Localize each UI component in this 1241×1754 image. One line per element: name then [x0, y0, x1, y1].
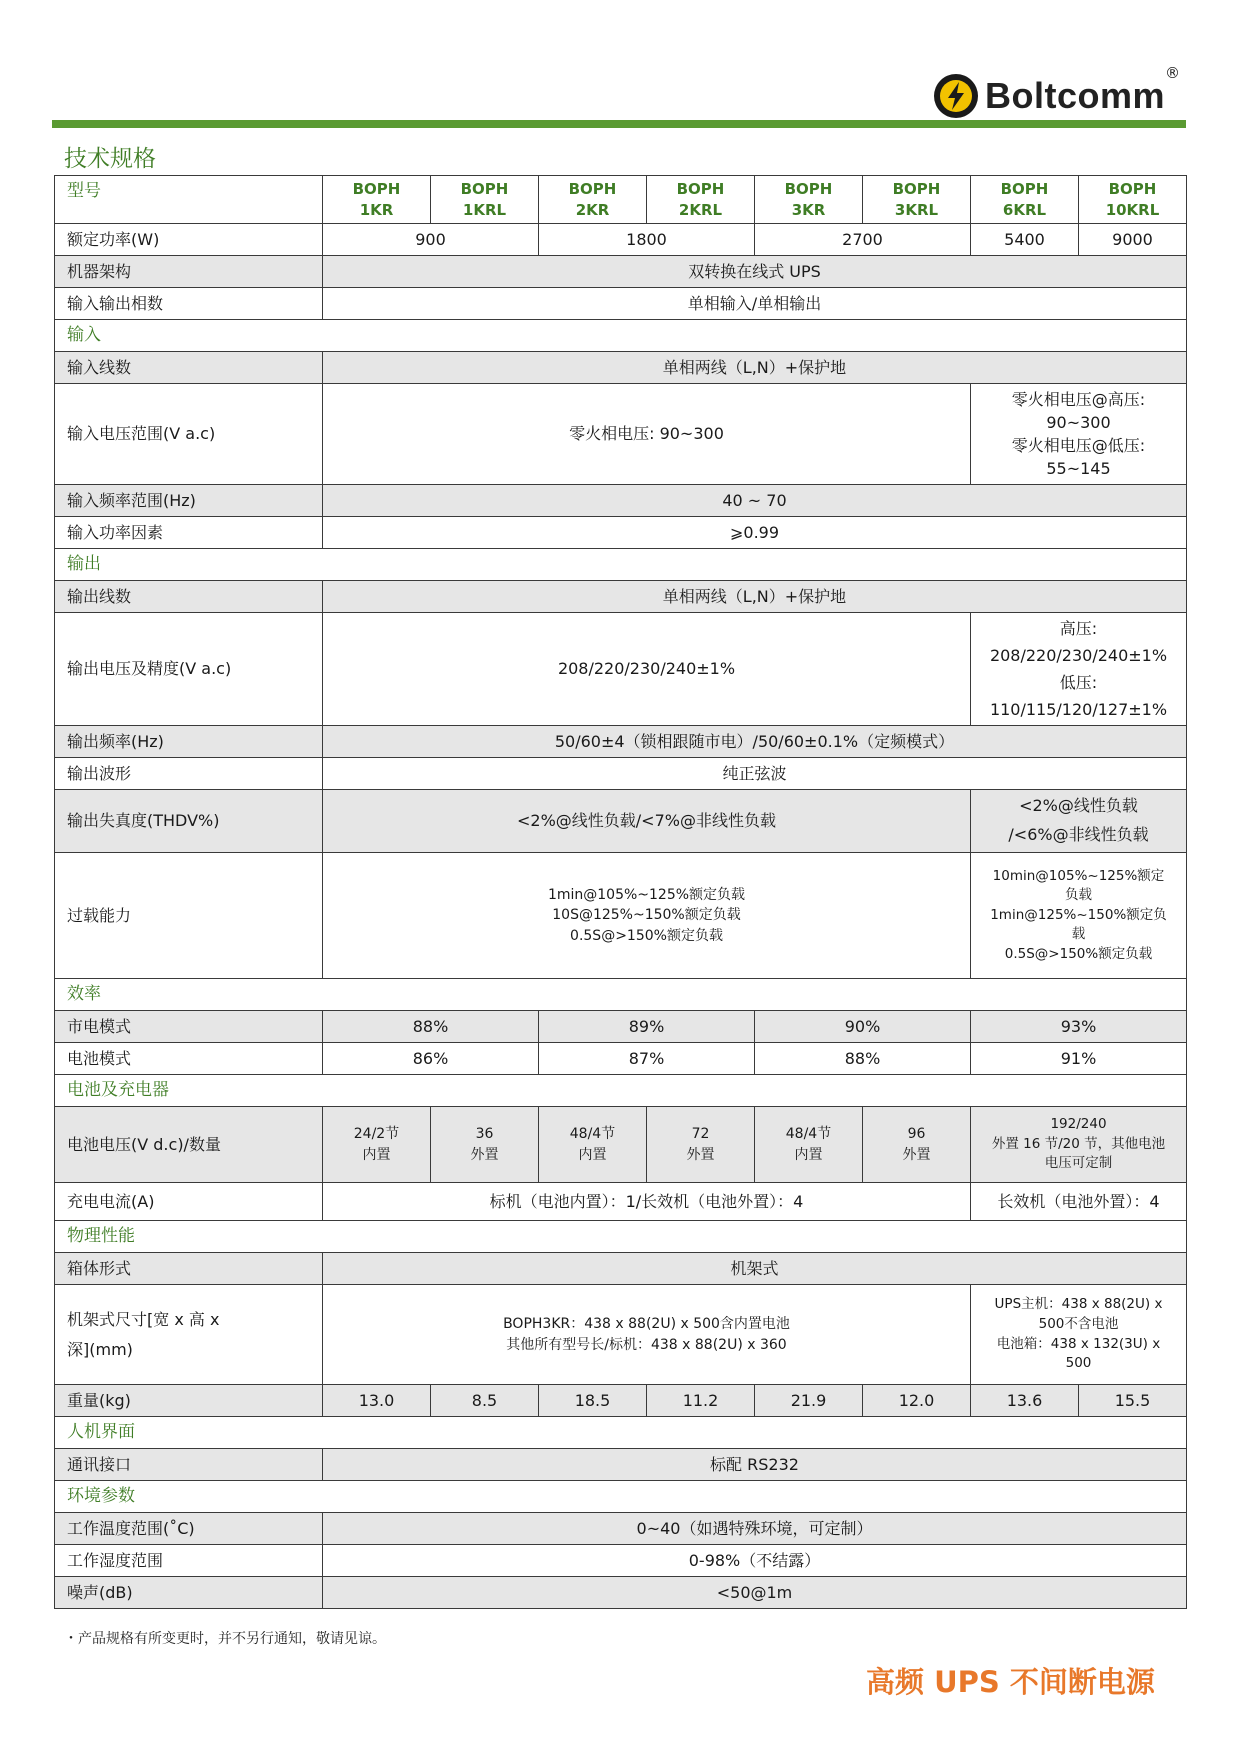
phases-row: 输入输出相数 单相输入/单相输出: [55, 288, 1187, 320]
efficiency-mains-row: 市电模式 88% 89% 90% 93%: [55, 1011, 1187, 1043]
humidity-row: 工作湿度范围 0-98%（不结露）: [55, 1545, 1187, 1577]
section-physical: 物理性能: [55, 1221, 1187, 1253]
input-wiring-row: 输入线数 单相两线（L,N）+保护地: [55, 352, 1187, 384]
overload-row: 过载能力 1min@105%~125%额定负载 10S@125%~150%额定负载 0.5S@>150%额定负载 10min@105%~125%额定 负载 1min@125%~150%额定负 载 0.5S@>150%额定负载: [55, 853, 1187, 979]
header-bar: [52, 120, 1186, 128]
weight-row: 重量(kg) 13.0 8.5 18.5 11.2 21.9 12.0 13.6 15.5: [55, 1385, 1187, 1417]
brand-logo: [933, 68, 1165, 124]
model-cell: BOPH 3KRL: [863, 176, 971, 224]
registered-mark: ®: [1165, 64, 1180, 82]
input-power-factor-row: 输入功率因素 ⩾0.99: [55, 517, 1187, 549]
battery-voltage-row: 电池电压(V d.c)/数量 24/2节 内置 36 外置 48/4节 内置 72 外置 48/4节 内置 96 外置 192/240 外置 16 节/20 节，其他电池 电压可定制: [55, 1107, 1187, 1183]
spec-table: [54, 175, 1187, 1609]
model-cell: BOPH 1KR: [323, 176, 431, 224]
section-input: 输入: [55, 320, 1187, 352]
efficiency-battery-row: 电池模式 86% 87% 88% 91%: [55, 1043, 1187, 1075]
section-hmi: 人机界面: [55, 1417, 1187, 1449]
model-label: 型号: [55, 176, 323, 224]
noise-row: 噪声(dB) <50@1m: [55, 1577, 1187, 1609]
input-frequency-row: 输入频率范围(Hz) 40 ~ 70: [55, 485, 1187, 517]
product-tagline: 高频 UPS 不间断电源: [866, 1665, 1155, 1699]
comm-interface-row: 通讯接口 标配 RS232: [55, 1449, 1187, 1481]
model-header-row: [55, 176, 1187, 224]
section-environment: 环境参数: [55, 1481, 1187, 1513]
output-frequency-row: 输出频率(Hz) 50/60±4（锁相跟随市电）/50/60±0.1%（定频模式）: [55, 726, 1187, 758]
model-cell: BOPH 2KR: [539, 176, 647, 224]
model-cell: BOPH 6KRL: [971, 176, 1079, 224]
brand-name: Boltcomm: [985, 75, 1166, 116]
charge-current-row: 充电电流(A) 标机（电池内置）：1/长效机（电池外置）：4 长效机（电池外置）：4: [55, 1183, 1187, 1221]
bolt-logo-icon: [933, 73, 979, 119]
output-waveform-row: 输出波形 纯正弦波: [55, 758, 1187, 790]
model-cell: BOPH 10KRL: [1079, 176, 1187, 224]
footnote: ・产品规格有所变更时，并不另行通知，敬请见谅。: [64, 1631, 386, 1647]
temperature-row: 工作温度范围(˚C) 0~40（如遇特殊环境，可定制）: [55, 1513, 1187, 1545]
model-cell: BOPH 3KR: [755, 176, 863, 224]
rated-power-row: 额定功率(W) 900 1800 2700 5400 9000: [55, 224, 1187, 256]
page-title: 技术规格: [64, 146, 156, 172]
form-factor-row: 箱体形式 机架式: [55, 1253, 1187, 1285]
model-cell: BOPH 2KRL: [647, 176, 755, 224]
section-battery: 电池及充电器: [55, 1075, 1187, 1107]
model-cell: BOPH 1KRL: [431, 176, 539, 224]
architecture-row: 机器架构 双转换在线式 UPS: [55, 256, 1187, 288]
output-voltage-row: 输出电压及精度(V a.c) 208/220/230/240±1% 高压: 208/220/230/240±1% 低压: 110/115/120/127±1%: [55, 613, 1187, 726]
section-output: 输出: [55, 549, 1187, 581]
input-voltage-row: 输入电压范围(V a.c) 零火相电压: 90~300 零火相电压@高压: 90~300 零火相电压@低压: 55~145: [55, 384, 1187, 485]
dimensions-row: 机架式尺寸[宽 x 高 x 深](mm) BOPH3KR：438 x 88(2U) x 500含内置电池 其他所有型号长/标机：438 x 88(2U) x 360 UPS主机：438 x 88(2U) x 500不含电池 电池箱：438 x 132(3U) x 500: [55, 1285, 1187, 1385]
section-efficiency: 效率: [55, 979, 1187, 1011]
output-thd-row: 输出失真度(THDV%) <2%@线性负载/<7%@非线性负载 <2%@线性负载 /<6%@非线性负载: [55, 790, 1187, 853]
output-wiring-row: 输出线数 单相两线（L,N）+保护地: [55, 581, 1187, 613]
